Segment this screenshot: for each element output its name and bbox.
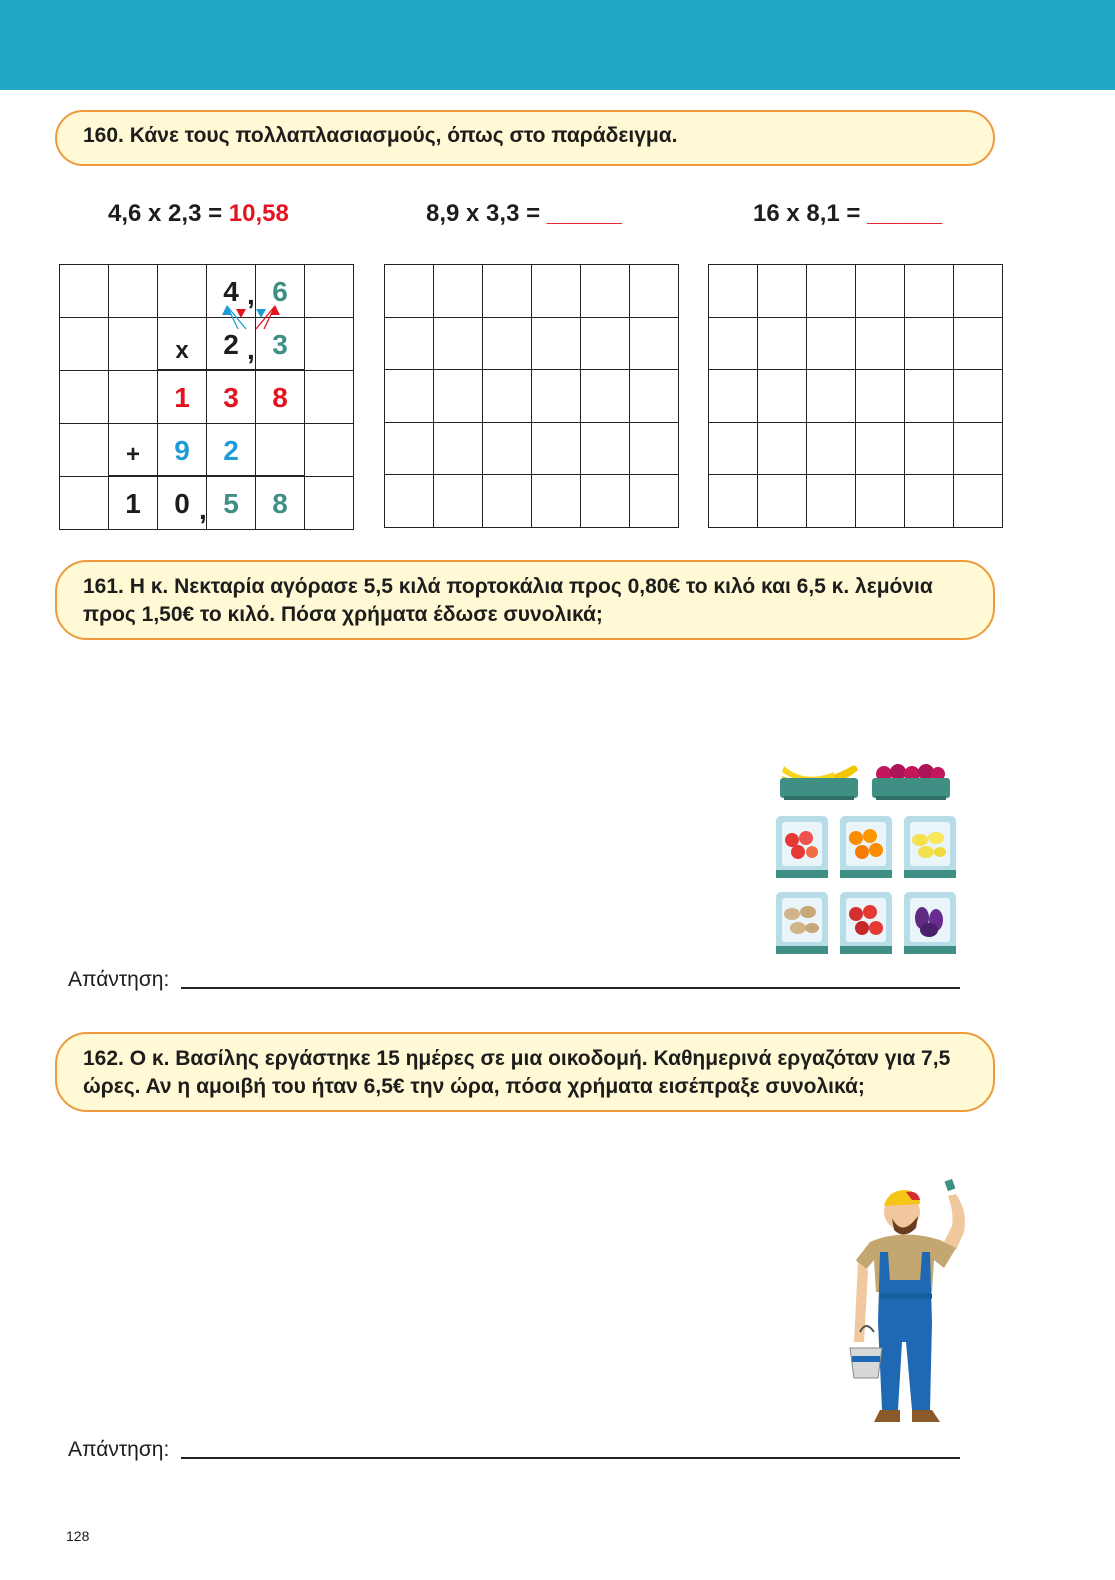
example-expression: 4,6 x 2,3 =	[108, 200, 223, 227]
painter-worker-icon	[844, 1172, 976, 1440]
example-grid	[59, 264, 354, 530]
equation-2-expression: 8,9 x 3,3 =	[426, 200, 541, 227]
result-digit-8: 8	[272, 488, 288, 519]
fruit-crates-icon	[774, 748, 964, 958]
empty-grid-2[interactable]	[384, 264, 679, 528]
exercise-161-problem	[55, 560, 995, 640]
digit-2: 2	[223, 328, 239, 360]
comma-row-1: ,	[247, 279, 255, 310]
equation-3	[753, 200, 941, 228]
header-band	[0, 0, 1115, 90]
comma-result: ,	[199, 494, 207, 525]
partial-2-digit-9: 9	[174, 434, 190, 466]
exercise-160-text: 160. Κάνε τους πολλαπλασιασμούς, όπως στο παράδειγμα.	[83, 124, 678, 147]
exercise-161-text: 161. Η κ. Νεκταρία αγόρασε 5,5 κιλά πορτοκάλια προς 0,80€ το κιλό και 6,5 κ. λεμόνια προς 1,50€ το κιλό. Πόσα χρήματα έδωσε συνολικά;	[83, 575, 933, 626]
decimal-count-arrows-icon	[218, 303, 284, 331]
plus-sign: +	[125, 440, 140, 468]
equation-2	[426, 200, 621, 228]
answer-line-161[interactable]	[68, 968, 960, 992]
answer-line-162[interactable]	[68, 1438, 960, 1462]
partial-1-digit-8: 8	[272, 382, 288, 413]
answer-label-161: Απάντηση:	[68, 968, 170, 991]
exercise-160-instruction	[55, 110, 995, 166]
partial-1-digit-3: 3	[223, 382, 239, 413]
partial-2-digit-2: 2	[223, 434, 239, 466]
empty-grid-3[interactable]	[708, 264, 1003, 528]
answer-underline-161[interactable]	[181, 987, 960, 989]
result-digit-0: 0	[174, 488, 190, 519]
comma-row-2: ,	[247, 334, 255, 365]
multiply-sign: x	[175, 336, 189, 364]
digit-4: 4	[223, 276, 239, 307]
result-digit-5: 5	[223, 488, 239, 519]
page-number: 128	[66, 1528, 90, 1544]
answer-underline-162[interactable]	[181, 1457, 960, 1459]
exercise-162-text: 162. Ο κ. Βασίλης εργάστηκε 15 ημέρες σε μια οικοδομή. Καθημερινά εργαζόταν για 7,5 ώρες. Αν η αμοιβή του ήταν 6,5€ την ώρα, πόσα χρήματα εισέπραξε συνολικά;	[83, 1047, 951, 1098]
equation-3-expression: 16 x 8,1 =	[753, 200, 861, 227]
digit-6: 6	[272, 276, 288, 307]
example-equation	[108, 200, 289, 228]
exercise-162-problem	[55, 1032, 995, 1112]
answer-label-162: Απάντηση:	[68, 1438, 170, 1461]
partial-1-digit-1: 1	[174, 382, 190, 413]
equation-3-blank[interactable]: ______	[867, 200, 942, 227]
result-digit-1: 1	[125, 488, 141, 519]
example-result: 10,58	[228, 200, 289, 227]
digit-3: 3	[272, 328, 288, 360]
equation-2-blank[interactable]: ______	[546, 200, 621, 227]
